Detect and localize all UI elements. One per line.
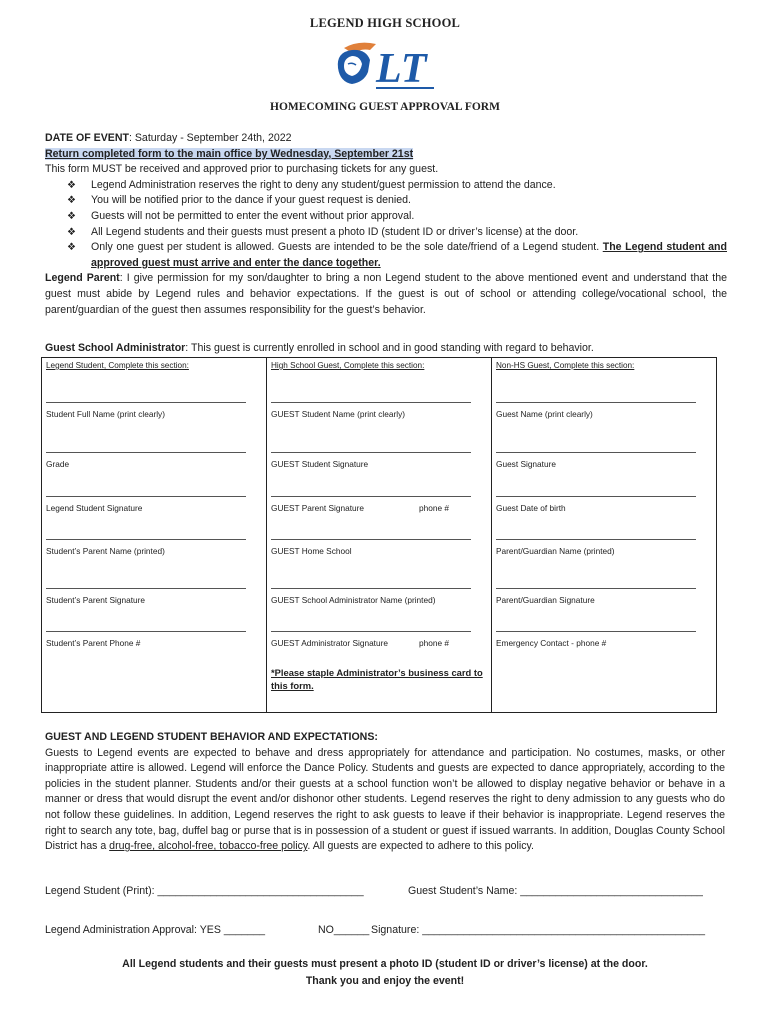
- return-notice-text: Return completed form to the main office by Wednesday, September 21st: [45, 147, 414, 160]
- form-field[interactable]: Student’s Parent Name (printed): [46, 539, 246, 556]
- form-field[interactable]: GUEST Home School: [271, 539, 471, 556]
- behavior-section: [45, 730, 725, 855]
- list-item: ❖ Guests will not be permitted to enter the event without prior approval.: [67, 209, 727, 225]
- staple-note: *Please staple Administrator’s business card to this form.: [271, 667, 483, 691]
- behavior-text: Guests to Legend events are expected to behave and dress appropriately for attendance and participation. No costumes, masks, or other inappropriate attire is allowed. Legend will enforce the Dance Policy. Students and guests are expected to dance appropriately, according to the policies in the student planner. Students and/or their guests at a school function won’t be allowed to display negative behavior or behave in a manner or dress that would disrupt the event and/or dishonor other students. Legend reserves the right to deny admission to any guests who do not follow these guidelines. In addition, Legend reserves the right to ask guests to leave if their behavior is inappropriate. Legend reserves the right to search any tote, bag, duffel bag or purse that is in possession of a student or guest if issued warrants. In addition, Douglas County School District has a drug-free, alcohol-free, tobacco-free policy. All guests are expected to adhere to this policy.: [45, 746, 725, 853]
- footer-thanks: Thank you and enjoy the event!: [305, 975, 465, 987]
- hs-guest-column: [267, 358, 492, 712]
- column-heading: High School Guest, Complete this section:: [271, 361, 425, 370]
- admin-signature-field[interactable]: Signature: ________________________________________________: [371, 924, 706, 936]
- form-title: HOMECOMING GUEST APPROVAL FORM: [270, 101, 500, 113]
- signature-grid: [41, 357, 717, 713]
- form-field[interactable]: GUEST School Administrator Name (printed): [271, 588, 471, 605]
- form-field[interactable]: Emergency Contact - phone #: [496, 631, 696, 648]
- form-field[interactable]: Guest Signature: [496, 452, 696, 469]
- form-field[interactable]: GUEST Student Signature: [271, 452, 471, 469]
- form-field[interactable]: Guest Date of birth: [496, 496, 696, 513]
- return-notice: [45, 147, 727, 163]
- diamond-bullet-icon: ❖: [67, 226, 76, 238]
- list-item: ❖ Legend Administration reserves the right to deny any student/guest permission to attend the dance.: [67, 178, 727, 194]
- form-field[interactable]: Student’s Parent Phone #: [46, 631, 246, 648]
- logo-lettering: LT: [376, 46, 427, 92]
- admin-label: Guest School Administrator: [45, 342, 186, 354]
- event-date-label: DATE OF EVENT: [45, 132, 129, 144]
- school-logo-icon: [330, 38, 440, 96]
- form-field[interactable]: Student Full Name (print clearly): [46, 402, 246, 419]
- policy-link[interactable]: drug-free, alcohol-free, tobacco-free policy: [109, 840, 308, 853]
- legend-student-column: [42, 358, 267, 712]
- non-hs-guest-column: [492, 358, 716, 712]
- behavior-heading: GUEST AND LEGEND STUDENT BEHAVIOR AND EXPECTATIONS:: [45, 731, 378, 743]
- intro-section: [45, 131, 727, 318]
- form-field[interactable]: Guest Name (print clearly): [496, 402, 696, 419]
- parent-label: Legend Parent: [45, 272, 120, 285]
- admin-approval-yes-field[interactable]: Legend Administration Approval: YES _______: [45, 924, 266, 936]
- diamond-bullet-icon: ❖: [67, 210, 76, 222]
- footer-id-notice: All Legend students and their guests must present a photo ID (student ID or driver’s license) at the door.: [122, 958, 648, 970]
- school-name: LEGEND HIGH SCHOOL: [309, 16, 461, 30]
- form-field[interactable]: Grade: [46, 452, 246, 469]
- diamond-bullet-icon: ❖: [67, 242, 76, 254]
- admin-statement: Guest School Administrator: This guest is currently enrolled in school and in good standing with regard to behavior.: [45, 342, 594, 354]
- diamond-bullet-icon: ❖: [67, 195, 76, 207]
- form-field[interactable]: Student’s Parent Signature: [46, 588, 246, 605]
- legend-student-print-field[interactable]: Legend Student (Print): ___________________________________: [45, 885, 364, 897]
- parent-permission: Legend Parent: I give permission for my son/daughter to bring a non Legend student to the above mentioned event and understand that the guest must abide by Legend rules and behavior expectations. If the guest is out of school or attending college/vocational school, the parent/guardian of the guest then assumes responsibility for the guest’s behavior.: [45, 272, 727, 316]
- form-field[interactable]: GUEST Student Name (print clearly): [271, 402, 471, 419]
- admin-approval-no-field[interactable]: NO______: [318, 924, 370, 936]
- guest-name-field[interactable]: Guest Student’s Name: _______________________________: [408, 885, 703, 897]
- column-heading: Non-HS Guest, Complete this section:: [496, 361, 635, 370]
- column-heading: Legend Student, Complete this section:: [46, 361, 189, 370]
- list-item: ❖ All Legend students and their guests must present a photo ID (student ID or driver’s license) at the door.: [67, 225, 727, 241]
- list-item: ❖ You will be notified prior to the dance if your guest request is denied.: [67, 193, 727, 209]
- must-line: This form MUST be received and approved prior to purchasing tickets for any guest.: [45, 163, 439, 176]
- list-item: ❖ Only one guest per student is allowed. Guests are intended to be the sole date/friend of a Legend student. The Legend student and approved guest must arrive and enter the dance together.: [67, 241, 728, 269]
- form-field[interactable]: Parent/Guardian Signature: [496, 588, 696, 605]
- event-date-value: : Saturday - September 24th, 2022: [128, 132, 292, 144]
- form-field[interactable]: Legend Student Signature: [46, 496, 246, 513]
- event-date: [45, 131, 727, 147]
- rules-list: [45, 178, 727, 272]
- diamond-bullet-icon: ❖: [67, 179, 76, 191]
- form-field[interactable]: GUEST Parent Signature phone #: [271, 496, 471, 513]
- form-field[interactable]: Parent/Guardian Name (printed): [496, 539, 696, 556]
- form-field[interactable]: GUEST Administrator Signature phone #: [271, 631, 471, 648]
